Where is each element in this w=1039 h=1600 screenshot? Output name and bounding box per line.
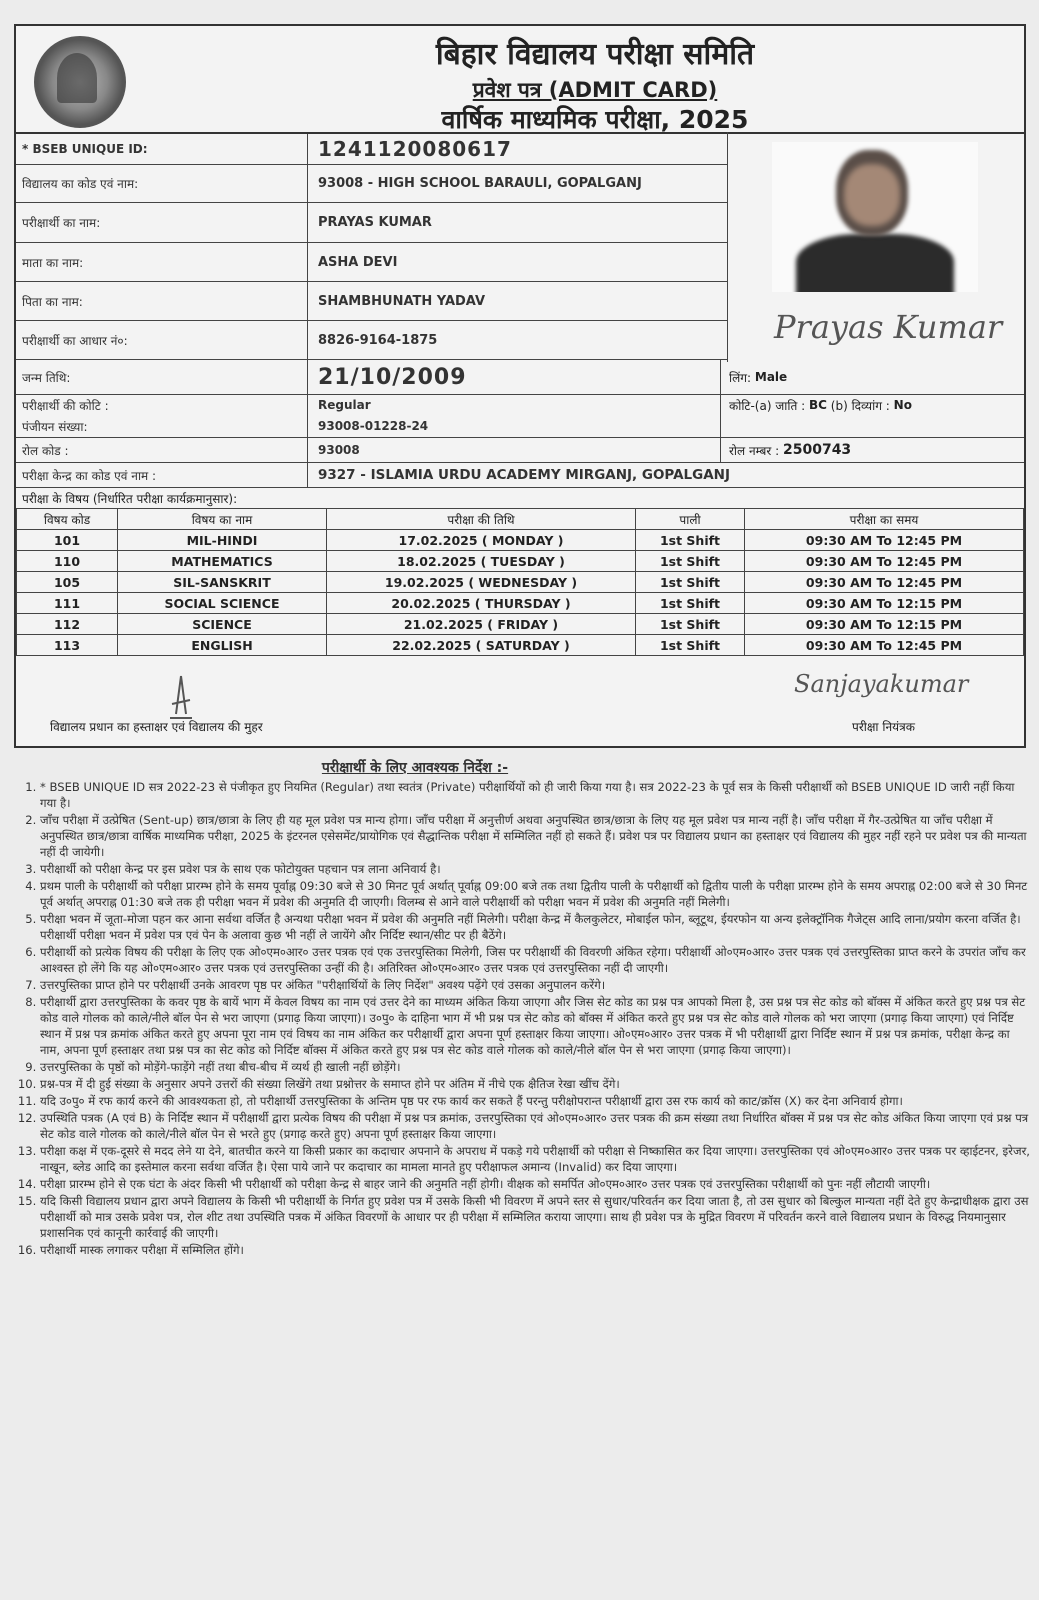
school-label: विद्यालय का कोड एवं नाम:	[16, 165, 308, 202]
reg-label: पंजीयन संख्या:	[16, 415, 308, 437]
cell-shift: 1st Shift	[636, 614, 745, 635]
aadhaar-label: परीक्षार्थी का आधार नं०:	[16, 321, 308, 359]
table-row	[17, 635, 1024, 656]
principal-sign-label: विद्यालय प्रधान का हस्ताक्षर एवं विद्यालय की मुहर	[50, 720, 263, 734]
header	[16, 26, 1024, 134]
exam-title: वार्षिक माध्यमिक परीक्षा, 2025	[441, 105, 749, 134]
list-item: 12. उपस्थिति पत्रक (A एवं B) के निर्दिष्ट स्थान में परीक्षार्थी द्वारा प्रत्येक विषय की परीक्षा में प्रश्न पत्र क्रमांक, उत्तरपुस्तिका एवं ओ०एम०आर० उत्तर पत्रक की क्रम संख्या तथा निर्धारित बॉक्स में प्रश्न पत्र सेट कोड अंकित किया जाएगा एवं प्रश्न पत्र सेट कोड वाले गोलक को काले/नीले बॉल पेन से भरते हुए (प्रगाढ़ करते हुए) अपना पूर्ण हस्ताक्षर किया जाएगा।	[40, 1110, 1030, 1142]
th-subject: विषय का नाम	[118, 509, 327, 530]
cell-date: 21.02.2025 ( FRIDAY )	[327, 614, 636, 635]
cell-subject: SCIENCE	[118, 614, 327, 635]
cell-code: 113	[17, 635, 118, 656]
list-item: 15. यदि किसी विद्यालय प्रधान द्वारा अपने विद्यालय के किसी भी परीक्षार्थी के निर्गत हुए प्रवेश पत्र में उसके किसी भी विवरण में अपने स्तर से सुधार/परिवर्तन कर दिया जाता है, तो उस सुधार को बिल्कुल मान्यता नहीं देते हुए केन्द्राधीक्षक द्वारा उस परीक्षार्थी को मात्र उसके प्रवेश पत्र, रोल शीट तथा उपस्थिति पत्रक में अंकित विवरणों के आधार पर ही परीक्षा में सम्मिलित कराया जाएगा। साथ ही प्रवेश पत्र के मुद्रित विवरण में परिवर्तन करने वाले विद्यालय प्रधान के विरुद्ध नियमानुसार प्रशासनिक एवं कानूनी कार्रवाई की जाएगी।	[40, 1193, 1030, 1241]
roll-no: 2500743	[782, 442, 852, 458]
unique-id-label: * BSEB UNIQUE ID:	[16, 134, 308, 164]
list-item: 7. उत्तरपुस्तिका प्राप्त होने पर परीक्षार्थी उनके आवरण पृष्ठ पर अंकित "परीक्षार्थियों के लिए निर्देश" अवश्य पढ़ेंगे एवं उसका अनुपालन करेंगे।	[40, 977, 1030, 993]
dob-label: जन्म तिथि:	[16, 360, 308, 394]
unique-id: 1241120080617	[318, 137, 512, 161]
table-row	[17, 572, 1024, 593]
table-header	[17, 509, 1024, 530]
name-label: परीक्षार्थी का नाम:	[16, 203, 308, 242]
table-row	[17, 593, 1024, 614]
cell-shift: 1st Shift	[636, 635, 745, 656]
list-item: 2. जाँच परीक्षा में उत्प्रेषित (Sent-up) छात्र/छात्रा के लिए ही यह मूल प्रवेश पत्र मान्य होगा। जाँच परीक्षा में अनुत्तीर्ण अथवा अनुपस्थित छात्र/छात्रा के लिए यह मूल प्रवेश पत्र मान्य नहीं है। जाँच परीक्षा में गैर-उत्प्रेषित या जाँच परीक्षा में अनुपस्थित छात्र/छात्रा वार्षिक माध्यमिक परीक्षा, 2025 के इंटरनल एसेसमेंट/प्रायोगिक एवं सैद्धान्तिक परीक्षा में सम्मिलित नहीं हो सकते हैं। प्रवेश पत्र पर विद्यालय प्रधान का हस्ताक्षर एवं विद्यालय की मुहर नहीं रहने पर प्रवेश पत्र की मान्यता नहीं दी जायेगी।	[40, 812, 1030, 860]
cell-shift: 1st Shift	[636, 572, 745, 593]
subjects-table	[16, 508, 1024, 656]
school: 93008 - HIGH SCHOOL BARAULI, GOPALGANJ	[318, 176, 642, 191]
table-row	[17, 614, 1024, 635]
cell-code: 112	[17, 614, 118, 635]
th-code: विषय कोड	[17, 509, 118, 530]
list-item: 14. परीक्षा प्रारम्भ होने से एक घंटा के अंदर किसी भी परीक्षार्थी को परीक्षा केन्द्र से बाहर जाने की अनुमति नहीं होगी। वीक्षक को समर्पित ओ०एम०आर० उत्तर पत्रक एवं उत्तरपुस्तिका परीक्षार्थी को पुनः नहीं लौटायी जाएगी।	[40, 1176, 1030, 1192]
candidate-name: PRAYAS KUMAR	[318, 215, 432, 230]
cell-shift: 1st Shift	[636, 593, 745, 614]
details-grid	[16, 134, 1024, 508]
cell-subject: MIL-HINDI	[118, 530, 327, 551]
th-date: परीक्षा की तिथि	[327, 509, 636, 530]
instructions-list	[20, 779, 1030, 1258]
roll-no-label: रोल नम्बर :	[729, 443, 780, 458]
mother-label: माता का नाम:	[16, 243, 308, 281]
father-name: SHAMBHUNATH YADAV	[318, 293, 486, 309]
gender: Male	[754, 370, 788, 384]
cell-time: 09:30 AM To 12:15 PM	[745, 614, 1024, 635]
cell-time: 09:30 AM To 12:45 PM	[745, 530, 1024, 551]
cell-code: 111	[17, 593, 118, 614]
list-item: 8. परीक्षार्थी द्वारा उत्तरपुस्तिका के कवर पृष्ठ के बायें भाग में केवल विषय का नाम एवं उत्तर देने का माध्यम अंकित किया जाएगा और जिस सेट कोड का प्रश्न पत्र आपको मिला है, उस प्रश्न पत्र सेट कोड को बॉक्स में अंकित करते हुए प्रश्न पत्र सेट कोड वाले गोलक को काले/नीले बॉल पेन से भरा जाएगा (प्रगाढ़ किया जाएगा)। उ०पु० के दाहिना भाग में भी प्रश्न पत्र सेट कोड को बॉक्स में अंकित करते हुए प्रश्न पत्र सेट कोड वाले गोलक को भरा जाएगा (प्रगाढ़ किया जाएगा) एवं निर्दिष्ट स्थान में प्रश्न पत्र क्रमांक अंकित करते हुए अपना पूरा नाम एवं विषय का नाम अंकित कर परीक्षार्थी द्वारा अपना पूर्ण हस्ताक्षर किया जाएगा। ओ०एम०आर० उत्तर पत्रक में भी परीक्षार्थी द्वारा निर्दिष्ट स्थान में प्रश्न पत्र क्रमांक, परीक्षा केन्द्र का नाम, अपना पूर्ण हस्ताक्षर तथा प्रश्न पत्र का सेट कोड को निर्दिष्ट बॉक्स में अंकित करते हुए प्रश्न पत्र सेट कोड वाले गोलक को काले/नीले बॉल पेन से भरा जाएगा (प्रगाढ़ किया जाएगा)।	[40, 994, 1030, 1058]
candidate-signature: Prayas Kumar	[774, 308, 1003, 346]
roll-code-label: रोल कोड :	[16, 438, 308, 462]
cell-time: 09:30 AM To 12:15 PM	[745, 593, 1024, 614]
list-item: 6. परीक्षार्थी को प्रत्येक विषय की परीक्षा के लिए एक ओ०एम०आर० उत्तर पत्रक एवं एक उत्तरपुस्तिका मिलेगी, जिस पर परीक्षार्थी की विवरणी अंकित रहेगा। परीक्षार्थी ओ०एम०आर० उत्तर पत्रक एवं उत्तरपुस्तिका प्राप्त करने के उपरांत जाँच कर आश्वस्त हो लेंगे कि यह ओ०एम०आर० उत्तर पत्रक एवं उत्तरपुस्तिका उन्हीं की है। अतिरिक्त ओ०एम०आर० उत्तर पत्रक एवं उत्तरपुस्तिका नहीं दी जाएगी।	[40, 944, 1030, 976]
dob: 21/10/2009	[318, 364, 467, 390]
cell-subject: ENGLISH	[118, 635, 327, 656]
cell-time: 09:30 AM To 12:45 PM	[745, 635, 1024, 656]
instructions-title: परीक्षार्थी के लिए आवश्यक निर्देश :-	[321, 760, 509, 776]
th-time: परीक्षा का समय	[745, 509, 1024, 530]
roll-code: 93008	[318, 443, 360, 457]
list-item: 16. परीक्षार्थी मास्क लगाकर परीक्षा में सम्मिलित होंगे।	[40, 1242, 1030, 1258]
principal-signature-icon	[166, 674, 196, 722]
cell-code: 101	[17, 530, 118, 551]
list-item: 11. यदि उ०पु० में रफ कार्य करने की आवश्यकता हो, तो परीक्षार्थी उत्तरपुस्तिका के अन्तिम पृष्ठ पर रफ कार्य कर सकते हैं परन्तु परीक्षोपरान्त परीक्षार्थी द्वारा उस रफ कार्य को काट/क्रॉस (X) कर देना अनिवार्य होगा।	[40, 1093, 1030, 1109]
card-title: प्रवेश पत्र (ADMIT CARD)	[472, 78, 718, 102]
cell-date: 19.02.2025 ( WEDNESDAY )	[327, 572, 636, 593]
aadhaar: 8826-9164-1875	[318, 332, 438, 348]
cell-code: 110	[17, 551, 118, 572]
mother-name: ASHA DEVI	[318, 254, 398, 270]
category: Regular	[318, 398, 371, 412]
gender-label: लिंग:	[729, 370, 752, 385]
table-row	[17, 551, 1024, 572]
list-item: 5. परीक्षा भवन में जूता-मोजा पहन कर आना सर्वथा वर्जित है अन्यथा परीक्षा भवन में प्रवेश की अनुमति नहीं मिलेगी। परीक्षा केन्द्र में कैलकुलेटर, मोबाईल फोन, ब्लूटूथ, ईयरफोन या अन्य इलेक्ट्रॉनिक गैजेट्स आदि लाना/प्रयोग करना वर्जित है। परीक्षार्थी परीक्षा भवन में प्रवेश पत्र एवं पेन के अलावा कुछ भी नहीं ले जायेंगे और निर्दिष्ट स्थान/सीट पर ही बैठेंगे।	[40, 911, 1030, 943]
reg-no: 93008-01228-24	[318, 419, 429, 433]
category-label: परीक्षार्थी की कोटि :	[16, 395, 308, 415]
th-shift: पाली	[636, 509, 745, 530]
list-item: 4. प्रथम पाली के परीक्षार्थी को परीक्षा प्रारम्भ होने के समय पूर्वाह्न 09:30 बजे से 30 मिनट पूर्व अर्थात् पूर्वाह्न 09:00 बजे तक तथा द्वितीय पाली के परीक्षार्थी को द्वितीय पाली के परीक्षा प्रारम्भ होने के समय अपराह्न 02:00 बजे से 30 मिनट पूर्व अर्थात् अपराह्न 01:30 बजे तक ही परीक्षा भवन में प्रवेश की अनुमति दी जाएगी। विलम्ब से आने वाले परीक्षार्थी को परीक्षा भवन में प्रवेश की अनुमति नहीं मिलेगी।	[40, 878, 1030, 910]
father-label: पिता का नाम:	[16, 282, 308, 320]
board-name: बिहार विद्यालय परीक्षा समिति	[435, 37, 755, 72]
cell-date: 18.02.2025 ( TUESDAY )	[327, 551, 636, 572]
cell-shift: 1st Shift	[636, 530, 745, 551]
cell-time: 09:30 AM To 12:45 PM	[745, 551, 1024, 572]
cell-subject: SOCIAL SCIENCE	[118, 593, 327, 614]
bseb-logo-icon	[34, 36, 126, 128]
instructions	[20, 760, 1030, 1259]
controller-signature: Sanjayakumar	[794, 670, 969, 698]
cell-date: 20.02.2025 ( THURSDAY )	[327, 593, 636, 614]
cell-time: 09:30 AM To 12:45 PM	[745, 572, 1024, 593]
cell-shift: 1st Shift	[636, 551, 745, 572]
cell-subject: SIL-SANSKRIT	[118, 572, 327, 593]
caste-label: कोटि-(a) जाति :	[729, 398, 806, 413]
cell-date: 22.02.2025 ( SATURDAY )	[327, 635, 636, 656]
cell-date: 17.02.2025 ( MONDAY )	[327, 530, 636, 551]
cell-subject: MATHEMATICS	[118, 551, 327, 572]
cell-code: 105	[17, 572, 118, 593]
list-item: 10. प्रश्न-पत्र में दी हुई संख्या के अनुसार अपने उत्तरों की संख्या लिखेंगे तथा प्रश्नोत्तर के समाप्त होने पर अंतिम में नीचे एक क्षैतिज रेखा खींच देंगे।	[40, 1076, 1030, 1092]
table-row	[17, 530, 1024, 551]
signature-area	[16, 656, 1024, 746]
subjects-label: परीक्षा के विषय (निर्धारित परीक्षा कार्यक्रमानुसार):	[22, 491, 238, 506]
disability-label: (b) दिव्यांग :	[830, 398, 890, 413]
list-item: 3. परीक्षार्थी को परीक्षा केन्द्र पर इस प्रवेश पत्र के साथ एक फोटोयुक्त पहचान पत्र लाना अनिवार्य है।	[40, 861, 1030, 877]
caste: BC	[809, 398, 827, 412]
admit-card	[14, 24, 1026, 748]
list-item: 9. उत्तरपुस्तिका के पृष्ठों को मोड़ेंगे-फाड़ेंगे नहीं तथा बीच-बीच में व्यर्थ ही खाली नहीं छोड़ेंगे।	[40, 1059, 1030, 1075]
controller-label: परीक्षा नियंत्रक	[852, 720, 915, 734]
list-item: 1. * BSEB UNIQUE ID सत्र 2022-23 से पंजीकृत हुए नियमित (Regular) तथा स्वतंत्र (Private) परीक्षार्थियों को ही जारी किया गया है। सत्र 2022-23 के पूर्व सत्र के किसी परीक्षार्थी को BSEB UNIQUE ID जारी नहीं किया गया है।	[40, 779, 1030, 811]
list-item: 13. परीक्षा कक्ष में एक-दूसरे से मदद लेने या देने, बातचीत करने या किसी प्रकार का कदाचार अपनाने के अपराध में पकड़े गये परीक्षार्थी को परीक्षा से निष्कासित कर दिया जाएगा। उत्तरपुस्तिका एवं ओ०एम०आर० उत्तर पत्रक पर व्हाईटनर, इरेजर, नाखून, ब्लेड आदि का इस्तेमाल करना सर्वथा वर्जित है। ऐसा पाये जाने पर कदाचार का मामला मानते हुए परीक्षाफल अमान्य (Invalid) कर दिया जाएगा।	[40, 1143, 1030, 1175]
centre-label: परीक्षा केन्द्र का कोड एवं नाम :	[16, 463, 308, 487]
centre: 9327 - ISLAMIA URDU ACADEMY MIRGANJ, GOPALGANJ	[318, 467, 730, 483]
disability: No	[893, 398, 912, 412]
